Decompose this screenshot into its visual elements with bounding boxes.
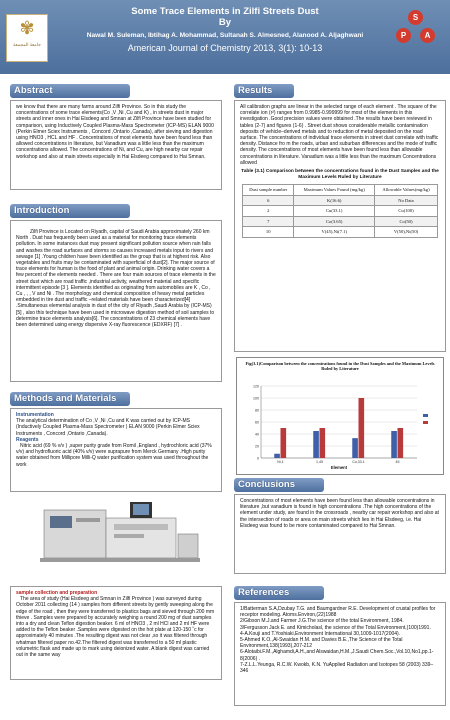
- reference-item: 2/Gibson M.J.and Farmer J.G.The science of the total Environment, 1984.: [240, 618, 404, 625]
- reagents-title: Reagents: [16, 436, 39, 443]
- chart-y-tick-label: 80: [255, 408, 259, 413]
- table-header-cell: Dust sample number: [243, 185, 294, 196]
- chart-bar: [352, 438, 358, 458]
- abstract-heading: Abstract: [10, 84, 130, 98]
- methods-box: [10, 408, 222, 492]
- references-heading: References: [234, 586, 324, 600]
- chart-x-tick-label: Cu,33.1: [352, 460, 365, 464]
- chart-bar: [313, 431, 319, 458]
- results-table: [242, 184, 438, 238]
- publisher-logo-letter-p: P: [396, 28, 411, 43]
- university-logo: [6, 14, 48, 62]
- conclusions-text: Concentrations of most elements have been found less than allowable concentrations in literature ,but vanadium is found in high concentrations .The high concentrations of the element under study, are found in the crossroads , nearby car repair workshop and also at the intersection of roads or area on main streets which lies in Hai Elsdeeg, i.e. Hai Elsdeeg was found to be more contaminated compared to Hai Smnan.: [240, 498, 439, 529]
- chart-x-tick-label: 45: [395, 460, 400, 464]
- results-chart: [236, 357, 444, 475]
- chart-x-tick-label: Ni,1: [277, 460, 284, 464]
- chart-y-tick-label: 100: [253, 396, 259, 401]
- table-header-cell: Allowable Values(mg/kg): [375, 185, 438, 196]
- chart-title: Fig(3.1)Comparison between the concentrations found in the Dust Samples and the Maximum Levels Ruled by Literature: [245, 361, 435, 372]
- chart-x-tick-label: 1,45: [316, 460, 323, 464]
- reference-item: 4-A.Kouji and T.Yoshiaki,Environment International 30,1009-1017(2004).: [240, 630, 401, 637]
- chart-y-tick-label: 60: [255, 420, 259, 425]
- chart-legend-swatch: [423, 414, 428, 417]
- results-table-title: Table (3.1) Comparison between the concentrations found in the Dust Samples and the Maximum Levels Ruled by Literature: [241, 169, 439, 181]
- table-cell: No Data: [375, 195, 438, 206]
- poster-title-by: By: [218, 17, 232, 28]
- results-text: All calibration graphs are linear in the selected range of each element . The square of the correlate ion (r²) ranges from 0.9985-0.999999 for most of the elements in this investigation .Good precision values were obtained .The results have been reviewed in tables (2-7) and figures (1-6) . Street dust shows considerable metallic contamination deposits of vehicle–derived metals and to reduction of metal deposited on the road surface. The concentrations of individual trace elements in street dust correlate with traffic density. Distance fro m the roads, urban and suburban differences and the mode of traffic density. The concentrations of most elements have been found less than allowable concentrations in literature. Vanadium was a little less than the maximum Concentrations allowed: [240, 104, 439, 166]
- table-cell: Cu(33.1): [294, 206, 375, 217]
- university-logo-text: جامعة المجمعة: [13, 42, 41, 47]
- table-row: [243, 206, 438, 217]
- references-box: [234, 602, 446, 706]
- reference-item: 1/Batterman S.A,Dzubay T.G. and Baumgardner R.E. Development of crustal profiles for receptor modeling. Atoms.Environ,(22)1988: [240, 606, 436, 619]
- chart-bar: [398, 428, 404, 458]
- methods-heading: Methods and Materials: [10, 392, 130, 406]
- introduction-box: [10, 220, 222, 382]
- conclusions-heading: Conclusions: [234, 478, 324, 492]
- table-cell: Co(3.65): [294, 216, 375, 227]
- chart-bar: [320, 428, 326, 458]
- abstract-text: we know that there are many farms around Zilfi Province. So in this study the concentrations of some trace elements(Co ,V ,Ni ,Cu and K) , in streets dust in major streets and inner ones in Hai Elsdeeg and Smnan at Zilfi Province have been studied for comparison, using Inductively Coupled Plasma-Mass Spectrometer (ICP-MS) ELAN 9000 (Perkin Elmer Sciex Instruments , Concord ,Ontario ,Canada), after sieving and digestion using HNO3 , HCL and HF . Concentrations of most elements have been found less than allowed concentrations in literature, but Vanadium was a little less than the maximum concentrations allowed. The concentrations of Ni, and Cu, are high nearby car repair workshop and also at main streets especially in Hai Elsdeeg compared to Hai Smnan.: [16, 104, 214, 160]
- table-row: [243, 216, 438, 227]
- table-cell: Co(50): [375, 216, 438, 227]
- results-table-header: [243, 185, 438, 196]
- table-cell: V(50),Ni(50): [375, 227, 438, 238]
- table-row: [243, 227, 438, 238]
- chart-legend-swatch: [423, 421, 428, 424]
- table-header-cell: Maximum Values Found (mg/kg): [294, 185, 375, 196]
- table-cell: 6: [243, 195, 294, 206]
- chart-y-tick-label: 40: [255, 432, 259, 437]
- reagents-text: Nitric acid (69 % v/v ) ,super purity grade from Romil ,England , hydrochloric acid (37% v/v) and hydrofluoric acid (40% v/v) were suprapure from Merck Germany .High purity water obtained from Millipore Milli-Q water purification system was used throughout the work: [16, 443, 212, 468]
- chart-bar: [274, 454, 280, 458]
- conclusions-box: [234, 494, 446, 574]
- chart-y-tick-label: 0: [257, 456, 259, 461]
- table-cell: 7: [243, 216, 294, 227]
- results-box: [234, 100, 446, 352]
- sample-text: The area of study (Hai Elsdeeg and Smnan in Zilfi Province ) was surveyed during October 2011 collecting (14 ) samples from different streets by gently sweeping along the edge of the road , then they were transferred to plastics bags and sieved through 200 mm thieve . Samples were prepared by accurately weighing a round 200 mg of dust samples into a dry and clean Teflon digestion beaker. 6 ml of HNO3 , 2 ml HCl and 2 ml HF were added to the Teflon beaker .Samples were digested on the hot plate at 120-150 ˚c for approximately 40 minutes .The resulting digest was not clear ,so it was filtered through whatman filtered paper no.42.The filtered digest was transferred to a 50 ml plastic volumetric flask and made up to mark using deionized water. A blank digest was carried out in the same way: [16, 596, 215, 659]
- sample-title: sample collection and preparation: [16, 590, 98, 596]
- publisher-logo: [394, 10, 438, 60]
- poster-header: [0, 0, 450, 74]
- publisher-logo-letter-s: S: [408, 10, 423, 25]
- poster-authors: Nawal M. Suleman, Ibtihag A. Mohammad, Sultanah S. Almesned, Alanood A. Aljaghwani: [86, 32, 364, 39]
- table-cell: 2: [243, 206, 294, 217]
- chart-x-axis-label: Element: [330, 465, 348, 470]
- table-cell: K(16.6): [294, 195, 375, 206]
- introduction-heading: Introduction: [10, 204, 130, 218]
- results-heading: Results: [234, 84, 294, 98]
- table-cell: V(45),Ni(7.1): [294, 227, 375, 238]
- sample-box: [10, 586, 222, 680]
- reference-item: 5-Ahmed K.O.,Al-Swaidan H.M. and Davies B.E.,The Science of the Total Environment,138(1993),207-212: [240, 637, 403, 650]
- chart-y-tick-label: 20: [255, 444, 259, 449]
- table-row: [243, 195, 438, 206]
- chart-bar: [359, 398, 365, 458]
- table-cell: Cu(100): [375, 206, 438, 217]
- chart-plot: [237, 358, 443, 474]
- chart-bar: [391, 431, 397, 458]
- university-emblem-icon: ✾: [19, 18, 35, 39]
- introduction-text: Zilfi Province is Located on Riyadh, capital of Saudi Arabia approximately 260 km North . Dust has frequently been used as a material for monitoring trace elements pollution. In some instances dust may present significant pollution source when rain falls and washes the road surfaces and storms so causes increased metals input to rivers and sewage [1] .Young children have been identified as the group that is at highest risk. Also vegetables and fruits may be contaminated with superficial of dust[2]. The major source of trace elements for human is the food of plant and animal origin. Drinking water covers a few percent of the elements needed . There are four main sources of trace elements in the street dust which are road traffic ,industrial activity, weathered material and specific intermittent episode [3 ]. Elements identified as originating from automobiles are K , Co , Cu , , , V and Ni . The morphology and chemical composition of heavy metal particles embedded in tire dust and traffic –related materials have been characterized[4] .Simultaneous elemental analysis in dust of the city of Riyadh ,Saudi Arabia by (ICP-MS)[5] , also this technique have been used in microwave digestion method of soil samples to determine trace elements analysis[6]. The concentrations of 23 chemical elements have been determined using energy dispersive X-ray fluorescence (EDXRF) [7] .: [16, 229, 216, 329]
- instrumentation-title: Instrumentation: [16, 412, 54, 418]
- reference-item: 7-Z.L.L.Yeunga, R.C.W. Kwokb, K.N. YuApplied Radiation and Isotopes 58 (2003) 339–346: [240, 661, 434, 675]
- icp-ms-instrument-image: [10, 490, 220, 572]
- table-cell: 10: [243, 227, 294, 238]
- poster-journal: American Journal of Chemistry 2013, 3(1): 10-13: [127, 43, 323, 53]
- instrumentation-text: The analytical determination of Co ,V ,Ni ,Cu and K was carried out by ICP-MS (Inductively Coupled Plasma-Mass Spectrometer ) ELAN 9000 (Perkin Elmer Sciex Instruments , Concord ,Ontario ,Canada).: [16, 418, 200, 437]
- chart-y-tick-label: 120: [253, 384, 259, 389]
- reference-item: 6-Alotaibi.F.M.,Alghamdi,A.H.,and Alswaidan,H.M.,J.Saudi Chem.Soc.,Vol.10,No1,pp.1-8(2006) .: [240, 649, 434, 662]
- chart-bar: [281, 428, 287, 458]
- poster-title: Some Trace Elements in Zilfi Streets Dust: [131, 6, 319, 17]
- publisher-logo-letter-a: A: [420, 28, 435, 43]
- reference-item: 3/Fergusson Jack E. and Kimicholasl, the science of the Total Environment,(100)1991.: [240, 624, 431, 631]
- abstract-box: [10, 100, 222, 190]
